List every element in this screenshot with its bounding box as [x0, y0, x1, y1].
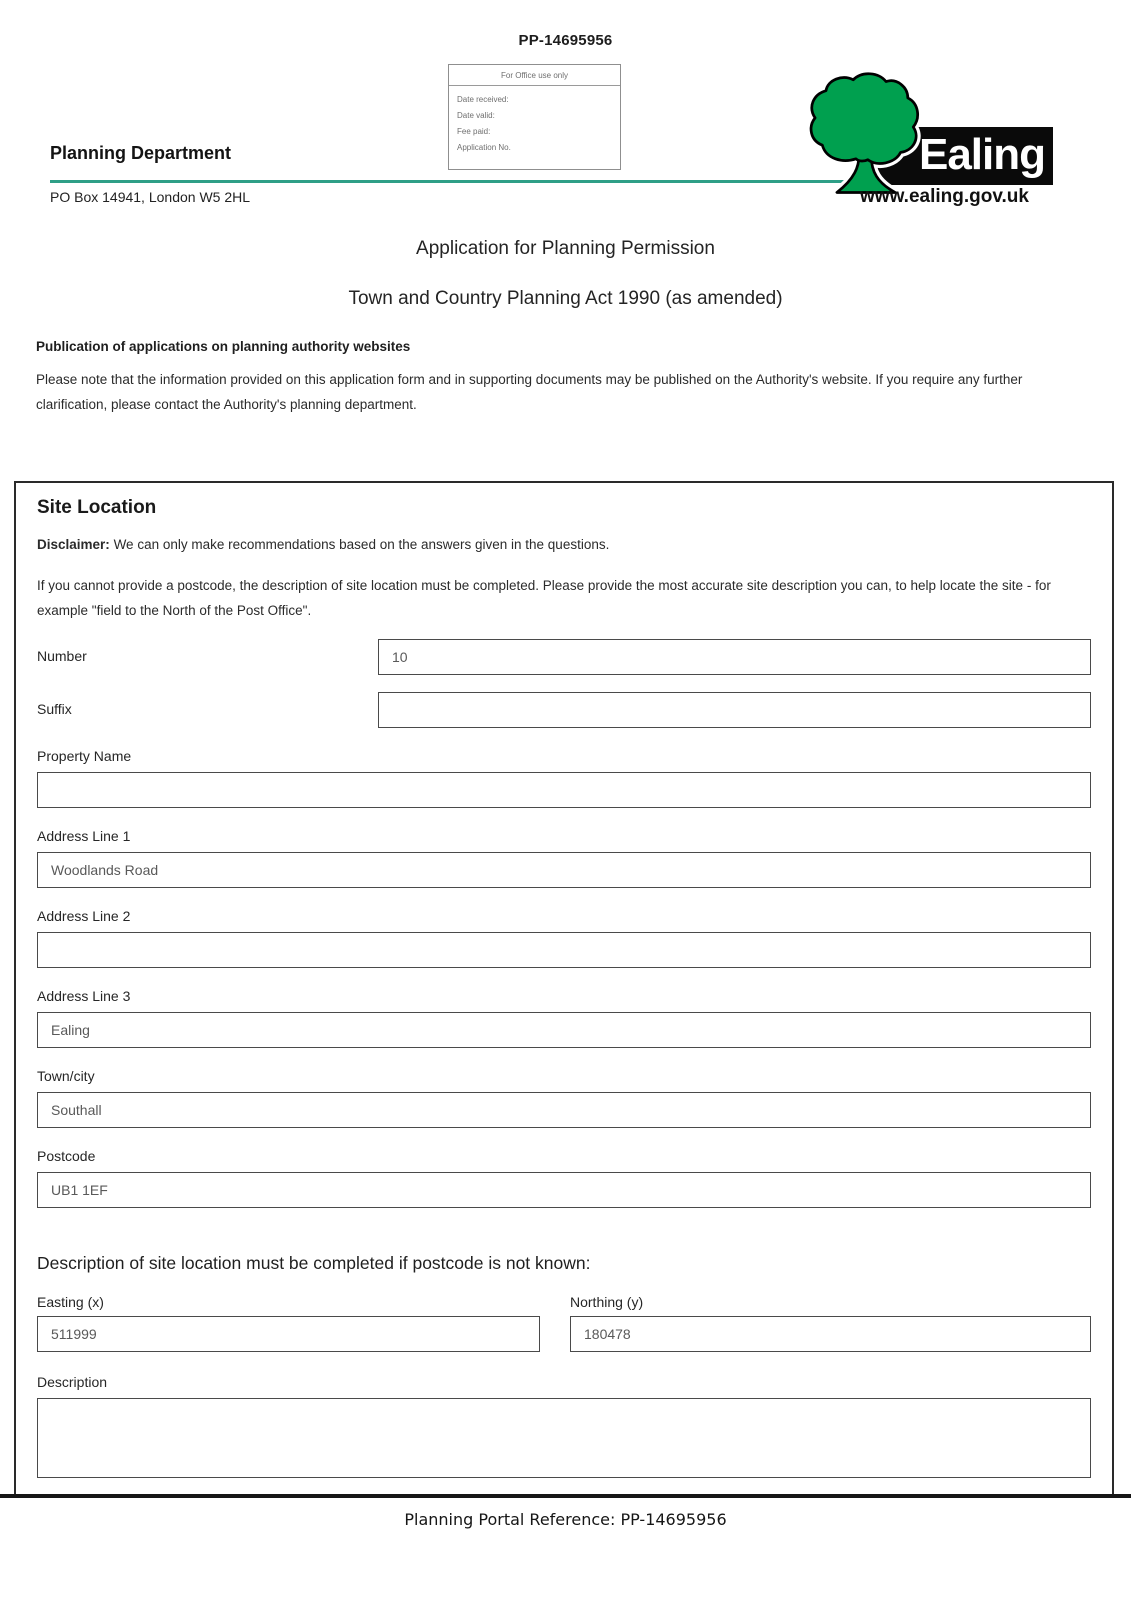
office-use-field-date-received: Date received: [457, 95, 509, 104]
address-line-2-input[interactable] [37, 932, 1091, 968]
publication-note: Please note that the information provided on this application form and in supporting documents may be published on the Authority's website. If you require any further clarification, please contact the Authority's planning department. [36, 372, 1023, 412]
field-row-number [37, 639, 1091, 675]
office-use-box [448, 64, 621, 170]
ealing-wordmark: Ealing [918, 130, 1045, 179]
description-label: Description [37, 1374, 108, 1390]
postcode-input[interactable] [37, 1172, 1091, 1208]
section-title: Site Location [37, 497, 157, 518]
act-subtitle: Town and Country Planning Act 1990 (as amended) [348, 288, 783, 309]
field-address-line-2 [37, 908, 1091, 968]
field-address-line-1 [37, 828, 1091, 888]
number-label: Number [37, 648, 87, 664]
ealing-url: www.ealing.gov.uk [860, 186, 1029, 207]
description-requirement-heading: Description of site location must be completed if postcode is not known: [37, 1253, 591, 1273]
address-line-3-input[interactable] [37, 1012, 1091, 1048]
easting-label: Easting (x) [37, 1294, 104, 1310]
address-line-1-label: Address Line 1 [37, 828, 131, 844]
disclaimer-label: Disclaimer: [37, 537, 110, 552]
field-description [37, 1374, 1091, 1478]
postcode-label: Postcode [37, 1148, 96, 1164]
field-address-line-3 [37, 988, 1091, 1048]
field-row-suffix [37, 692, 1091, 728]
town-city-label: Town/city [37, 1068, 95, 1084]
guidance-text: If you cannot provide a postcode, the description of site location must be completed. Please provide the most accurate site description you can, to help locate the site - for example "field to the North of the Post Office". [37, 578, 1051, 618]
address-line-2-label: Address Line 2 [37, 908, 131, 924]
field-northing [570, 1274, 1091, 1352]
easting-input[interactable] [37, 1316, 540, 1352]
field-postcode [37, 1148, 1091, 1208]
northing-label: Northing (y) [570, 1294, 644, 1310]
department-title: Planning Department [50, 143, 232, 163]
suffix-label: Suffix [37, 701, 72, 717]
office-use-field-fee-paid: Fee paid: [457, 127, 491, 136]
town-city-input[interactable] [37, 1092, 1091, 1128]
northing-input[interactable] [570, 1316, 1091, 1352]
site-location-section [14, 481, 1114, 1494]
footer-reference: Planning Portal Reference: PP-14695956 [404, 1510, 727, 1529]
coordinates-row [37, 1274, 1091, 1352]
suffix-input[interactable] [378, 692, 1091, 728]
address-line-1-input[interactable] [37, 852, 1091, 888]
property-name-label: Property Name [37, 748, 132, 764]
office-use-field-application-no: Application No. [457, 143, 511, 152]
page-header [0, 0, 1131, 228]
number-input[interactable] [378, 639, 1091, 675]
office-use-title: For Office use only [449, 65, 620, 86]
tree-icon [806, 72, 926, 202]
property-name-input[interactable] [37, 772, 1091, 808]
office-use-rows [449, 86, 620, 156]
header-green-rule [50, 180, 845, 183]
field-easting [37, 1274, 540, 1352]
description-textarea[interactable] [37, 1398, 1091, 1478]
field-property-name [37, 748, 1091, 808]
disclaimer [37, 535, 1091, 555]
po-box-address: PO Box 14941, London W5 2HL [50, 189, 251, 205]
address-line-3-label: Address Line 3 [37, 988, 131, 1004]
field-town-city [37, 1068, 1091, 1128]
disclaimer-text: We can only make recommendations based on the answers given in the questions. [113, 537, 610, 552]
footer-divider [0, 1494, 1131, 1498]
form-reference: PP-14695956 [518, 32, 613, 49]
application-title: Application for Planning Permission [416, 238, 715, 259]
office-use-field-date-valid: Date valid: [457, 111, 495, 120]
publication-heading: Publication of applications on planning authority websites [36, 339, 411, 354]
